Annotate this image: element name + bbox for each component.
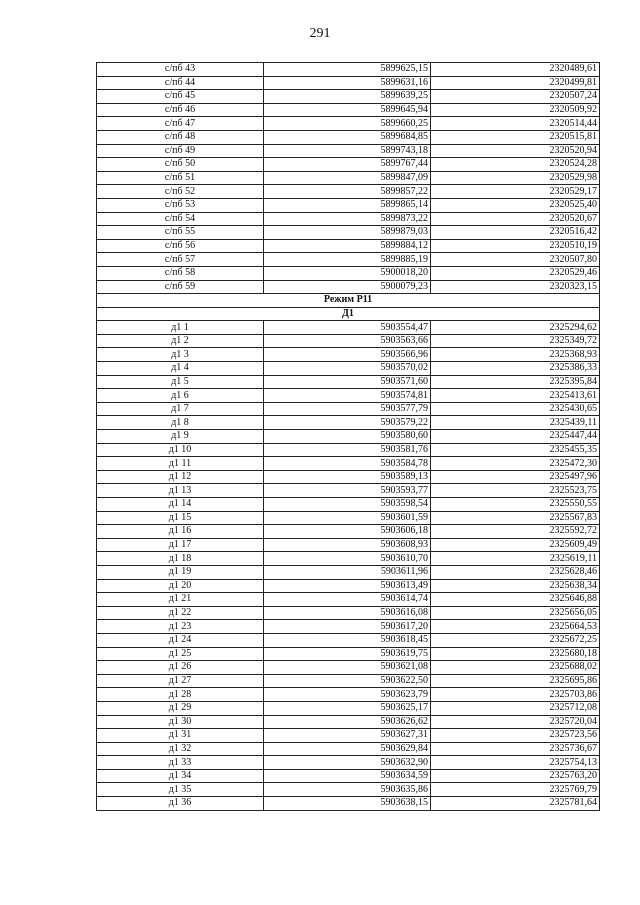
point-name-cell: д1 7: [97, 402, 264, 416]
x-coordinate-cell: 5903584,78: [264, 457, 431, 471]
point-name-cell: д1 14: [97, 498, 264, 512]
point-name-cell: с/пб 56: [97, 239, 264, 253]
x-coordinate-cell: 5903617,20: [264, 620, 431, 634]
point-name-cell: с/пб 58: [97, 266, 264, 280]
y-coordinate-cell: 2325430,65: [431, 402, 600, 416]
x-coordinate-cell: 5899857,22: [264, 185, 431, 199]
point-name-cell: с/пб 50: [97, 158, 264, 172]
table-row: [97, 430, 600, 444]
subsection-title: Д1: [97, 307, 600, 321]
table-row: [97, 321, 600, 335]
y-coordinate-cell: 2325754,13: [431, 756, 600, 770]
table-body-bottom: [97, 321, 600, 810]
table-row: [97, 185, 600, 199]
point-name-cell: д1 19: [97, 565, 264, 579]
x-coordinate-cell: 5899639,25: [264, 90, 431, 104]
y-coordinate-cell: 2325695,86: [431, 674, 600, 688]
x-coordinate-cell: 5899865,14: [264, 198, 431, 212]
y-coordinate-cell: 2325646,88: [431, 593, 600, 607]
y-coordinate-cell: 2320514,44: [431, 117, 600, 131]
x-coordinate-cell: 5903580,60: [264, 430, 431, 444]
y-coordinate-cell: 2325386,33: [431, 362, 600, 376]
x-coordinate-cell: 5899625,15: [264, 63, 431, 77]
table-row: [97, 198, 600, 212]
point-name-cell: д1 8: [97, 416, 264, 430]
x-coordinate-cell: 5903611,96: [264, 565, 431, 579]
y-coordinate-cell: 2325672,25: [431, 633, 600, 647]
point-name-cell: д1 6: [97, 389, 264, 403]
y-coordinate-cell: 2325550,55: [431, 498, 600, 512]
table-row: [97, 375, 600, 389]
x-coordinate-cell: 5899885,19: [264, 253, 431, 267]
point-name-cell: д1 33: [97, 756, 264, 770]
table-row: [97, 144, 600, 158]
point-name-cell: с/пб 48: [97, 130, 264, 144]
y-coordinate-cell: 2320520,94: [431, 144, 600, 158]
x-coordinate-cell: 5903634,59: [264, 769, 431, 783]
table-row: [97, 63, 600, 77]
x-coordinate-cell: 5900079,23: [264, 280, 431, 294]
y-coordinate-cell: 2325447,44: [431, 430, 600, 444]
x-coordinate-cell: 5903616,08: [264, 606, 431, 620]
table-row: [97, 593, 600, 607]
y-coordinate-cell: 2325628,46: [431, 565, 600, 579]
table-row: [97, 362, 600, 376]
point-name-cell: с/пб 53: [97, 198, 264, 212]
point-name-cell: д1 15: [97, 511, 264, 525]
table-row: [97, 498, 600, 512]
table-row: [97, 103, 600, 117]
y-coordinate-cell: 2325455,35: [431, 443, 600, 457]
table-row: [97, 239, 600, 253]
x-coordinate-cell: 5899873,22: [264, 212, 431, 226]
x-coordinate-cell: 5903606,18: [264, 525, 431, 539]
point-name-cell: д1 35: [97, 783, 264, 797]
y-coordinate-cell: 2325609,49: [431, 538, 600, 552]
point-name-cell: д1 29: [97, 701, 264, 715]
x-coordinate-cell: 5899879,03: [264, 226, 431, 240]
x-coordinate-cell: 5903571,60: [264, 375, 431, 389]
coordinates-table: [96, 62, 600, 811]
table-row: [97, 117, 600, 131]
y-coordinate-cell: 2325619,11: [431, 552, 600, 566]
point-name-cell: с/пб 55: [97, 226, 264, 240]
section-header: [97, 294, 600, 321]
table-row: [97, 565, 600, 579]
y-coordinate-cell: 2320524,28: [431, 158, 600, 172]
point-name-cell: с/пб 59: [97, 280, 264, 294]
table-row: [97, 484, 600, 498]
x-coordinate-cell: 5903574,81: [264, 389, 431, 403]
point-name-cell: д1 11: [97, 457, 264, 471]
y-coordinate-cell: 2325439,11: [431, 416, 600, 430]
x-coordinate-cell: 5903608,93: [264, 538, 431, 552]
point-name-cell: д1 27: [97, 674, 264, 688]
point-name-cell: д1 31: [97, 729, 264, 743]
section-title: Режим Р11: [97, 294, 600, 308]
point-name-cell: д1 22: [97, 606, 264, 620]
table-row: [97, 253, 600, 267]
point-name-cell: д1 4: [97, 362, 264, 376]
y-coordinate-cell: 2325781,64: [431, 797, 600, 811]
table-row: [97, 797, 600, 811]
table-row: [97, 606, 600, 620]
table-row: [97, 171, 600, 185]
point-name-cell: д1 32: [97, 742, 264, 756]
point-name-cell: д1 2: [97, 334, 264, 348]
point-name-cell: д1 5: [97, 375, 264, 389]
point-name-cell: с/пб 47: [97, 117, 264, 131]
table-row: [97, 742, 600, 756]
y-coordinate-cell: 2325680,18: [431, 647, 600, 661]
table-row: [97, 688, 600, 702]
point-name-cell: д1 36: [97, 797, 264, 811]
x-coordinate-cell: 5899767,44: [264, 158, 431, 172]
y-coordinate-cell: 2325723,56: [431, 729, 600, 743]
x-coordinate-cell: 5903618,45: [264, 633, 431, 647]
x-coordinate-cell: 5903627,31: [264, 729, 431, 743]
y-coordinate-cell: 2325703,86: [431, 688, 600, 702]
point-name-cell: д1 17: [97, 538, 264, 552]
table-row: [97, 769, 600, 783]
table-row: [97, 538, 600, 552]
x-coordinate-cell: 5899645,94: [264, 103, 431, 117]
y-coordinate-cell: 2325567,83: [431, 511, 600, 525]
x-coordinate-cell: 5903622,50: [264, 674, 431, 688]
y-coordinate-cell: 2325720,04: [431, 715, 600, 729]
x-coordinate-cell: 5903625,17: [264, 701, 431, 715]
table-row: [97, 280, 600, 294]
x-coordinate-cell: 5903570,02: [264, 362, 431, 376]
y-coordinate-cell: 2325638,34: [431, 579, 600, 593]
table-row: [97, 715, 600, 729]
y-coordinate-cell: 2320529,98: [431, 171, 600, 185]
y-coordinate-cell: 2325763,20: [431, 769, 600, 783]
x-coordinate-cell: 5903566,96: [264, 348, 431, 362]
point-name-cell: с/пб 54: [97, 212, 264, 226]
table-row: [97, 729, 600, 743]
x-coordinate-cell: 5903635,86: [264, 783, 431, 797]
x-coordinate-cell: 5903577,79: [264, 402, 431, 416]
y-coordinate-cell: 2320499,81: [431, 76, 600, 90]
point-name-cell: д1 24: [97, 633, 264, 647]
x-coordinate-cell: 5899631,16: [264, 76, 431, 90]
y-coordinate-cell: 2325664,53: [431, 620, 600, 634]
y-coordinate-cell: 2325413,61: [431, 389, 600, 403]
x-coordinate-cell: 5903610,70: [264, 552, 431, 566]
y-coordinate-cell: 2325472,30: [431, 457, 600, 471]
table-row: [97, 552, 600, 566]
y-coordinate-cell: 2320510,19: [431, 239, 600, 253]
point-name-cell: д1 21: [97, 593, 264, 607]
x-coordinate-cell: 5903589,13: [264, 470, 431, 484]
table-row: [97, 389, 600, 403]
x-coordinate-cell: 5899884,12: [264, 239, 431, 253]
point-name-cell: с/пб 45: [97, 90, 264, 104]
point-name-cell: с/пб 57: [97, 253, 264, 267]
y-coordinate-cell: 2320323,15: [431, 280, 600, 294]
y-coordinate-cell: 2320525,40: [431, 198, 600, 212]
x-coordinate-cell: 5903598,54: [264, 498, 431, 512]
table-row: [97, 90, 600, 104]
point-name-cell: д1 16: [97, 525, 264, 539]
x-coordinate-cell: 5903614,74: [264, 593, 431, 607]
table-row: [97, 470, 600, 484]
point-name-cell: д1 30: [97, 715, 264, 729]
x-coordinate-cell: 5903579,22: [264, 416, 431, 430]
point-name-cell: д1 23: [97, 620, 264, 634]
point-name-cell: д1 13: [97, 484, 264, 498]
table-row: [97, 525, 600, 539]
y-coordinate-cell: 2325736,67: [431, 742, 600, 756]
table-row: [97, 443, 600, 457]
y-coordinate-cell: 2325688,02: [431, 661, 600, 675]
y-coordinate-cell: 2325294,62: [431, 321, 600, 335]
x-coordinate-cell: 5899660,25: [264, 117, 431, 131]
x-coordinate-cell: 5903623,79: [264, 688, 431, 702]
x-coordinate-cell: 5903563,66: [264, 334, 431, 348]
point-name-cell: с/пб 46: [97, 103, 264, 117]
x-coordinate-cell: 5903621,08: [264, 661, 431, 675]
table-row: [97, 130, 600, 144]
point-name-cell: д1 25: [97, 647, 264, 661]
point-name-cell: д1 1: [97, 321, 264, 335]
point-name-cell: д1 18: [97, 552, 264, 566]
table-row: [97, 661, 600, 675]
table-row: [97, 416, 600, 430]
x-coordinate-cell: 5903593,77: [264, 484, 431, 498]
point-name-cell: д1 12: [97, 470, 264, 484]
table-row: [97, 457, 600, 471]
point-name-cell: д1 10: [97, 443, 264, 457]
y-coordinate-cell: 2320515,81: [431, 130, 600, 144]
y-coordinate-cell: 2320507,80: [431, 253, 600, 267]
x-coordinate-cell: 5903619,75: [264, 647, 431, 661]
x-coordinate-cell: 5903626,62: [264, 715, 431, 729]
x-coordinate-cell: 5903638,15: [264, 797, 431, 811]
table-row: [97, 348, 600, 362]
table-row: [97, 620, 600, 634]
y-coordinate-cell: 2320509,92: [431, 103, 600, 117]
point-name-cell: с/пб 49: [97, 144, 264, 158]
x-coordinate-cell: 5899743,18: [264, 144, 431, 158]
x-coordinate-cell: 5900018,20: [264, 266, 431, 280]
x-coordinate-cell: 5903554,47: [264, 321, 431, 335]
point-name-cell: д1 20: [97, 579, 264, 593]
point-name-cell: с/пб 43: [97, 63, 264, 77]
table-row: [97, 647, 600, 661]
table-row: [97, 701, 600, 715]
table-row: [97, 402, 600, 416]
y-coordinate-cell: 2320489,61: [431, 63, 600, 77]
x-coordinate-cell: 5903601,59: [264, 511, 431, 525]
point-name-cell: д1 9: [97, 430, 264, 444]
point-name-cell: д1 26: [97, 661, 264, 675]
table-row: [97, 158, 600, 172]
page-number: 291: [309, 26, 331, 41]
table-row: [97, 674, 600, 688]
table-row: [97, 76, 600, 90]
x-coordinate-cell: 5903632,90: [264, 756, 431, 770]
y-coordinate-cell: 2320529,46: [431, 266, 600, 280]
y-coordinate-cell: 2325368,93: [431, 348, 600, 362]
point-name-cell: д1 3: [97, 348, 264, 362]
y-coordinate-cell: 2320529,17: [431, 185, 600, 199]
point-name-cell: с/пб 52: [97, 185, 264, 199]
y-coordinate-cell: 2325592,72: [431, 525, 600, 539]
y-coordinate-cell: 2320516,42: [431, 226, 600, 240]
y-coordinate-cell: 2325497,96: [431, 470, 600, 484]
table-row: [97, 511, 600, 525]
table-body-top: [97, 63, 600, 294]
table-row: [97, 633, 600, 647]
y-coordinate-cell: 2325349,72: [431, 334, 600, 348]
point-name-cell: с/пб 44: [97, 76, 264, 90]
y-coordinate-cell: 2325712,08: [431, 701, 600, 715]
table-row: [97, 334, 600, 348]
table-row: [97, 212, 600, 226]
y-coordinate-cell: 2320520,67: [431, 212, 600, 226]
x-coordinate-cell: 5899847,09: [264, 171, 431, 185]
y-coordinate-cell: 2325656,05: [431, 606, 600, 620]
table-row: [97, 266, 600, 280]
y-coordinate-cell: 2320507,24: [431, 90, 600, 104]
x-coordinate-cell: 5903581,76: [264, 443, 431, 457]
x-coordinate-cell: 5899684,85: [264, 130, 431, 144]
x-coordinate-cell: 5903613,49: [264, 579, 431, 593]
point-name-cell: с/пб 51: [97, 171, 264, 185]
y-coordinate-cell: 2325395,84: [431, 375, 600, 389]
table-row: [97, 756, 600, 770]
y-coordinate-cell: 2325523,75: [431, 484, 600, 498]
table-row: [97, 783, 600, 797]
table-row: [97, 226, 600, 240]
table-row: [97, 579, 600, 593]
point-name-cell: д1 34: [97, 769, 264, 783]
point-name-cell: д1 28: [97, 688, 264, 702]
y-coordinate-cell: 2325769,79: [431, 783, 600, 797]
x-coordinate-cell: 5903629,84: [264, 742, 431, 756]
